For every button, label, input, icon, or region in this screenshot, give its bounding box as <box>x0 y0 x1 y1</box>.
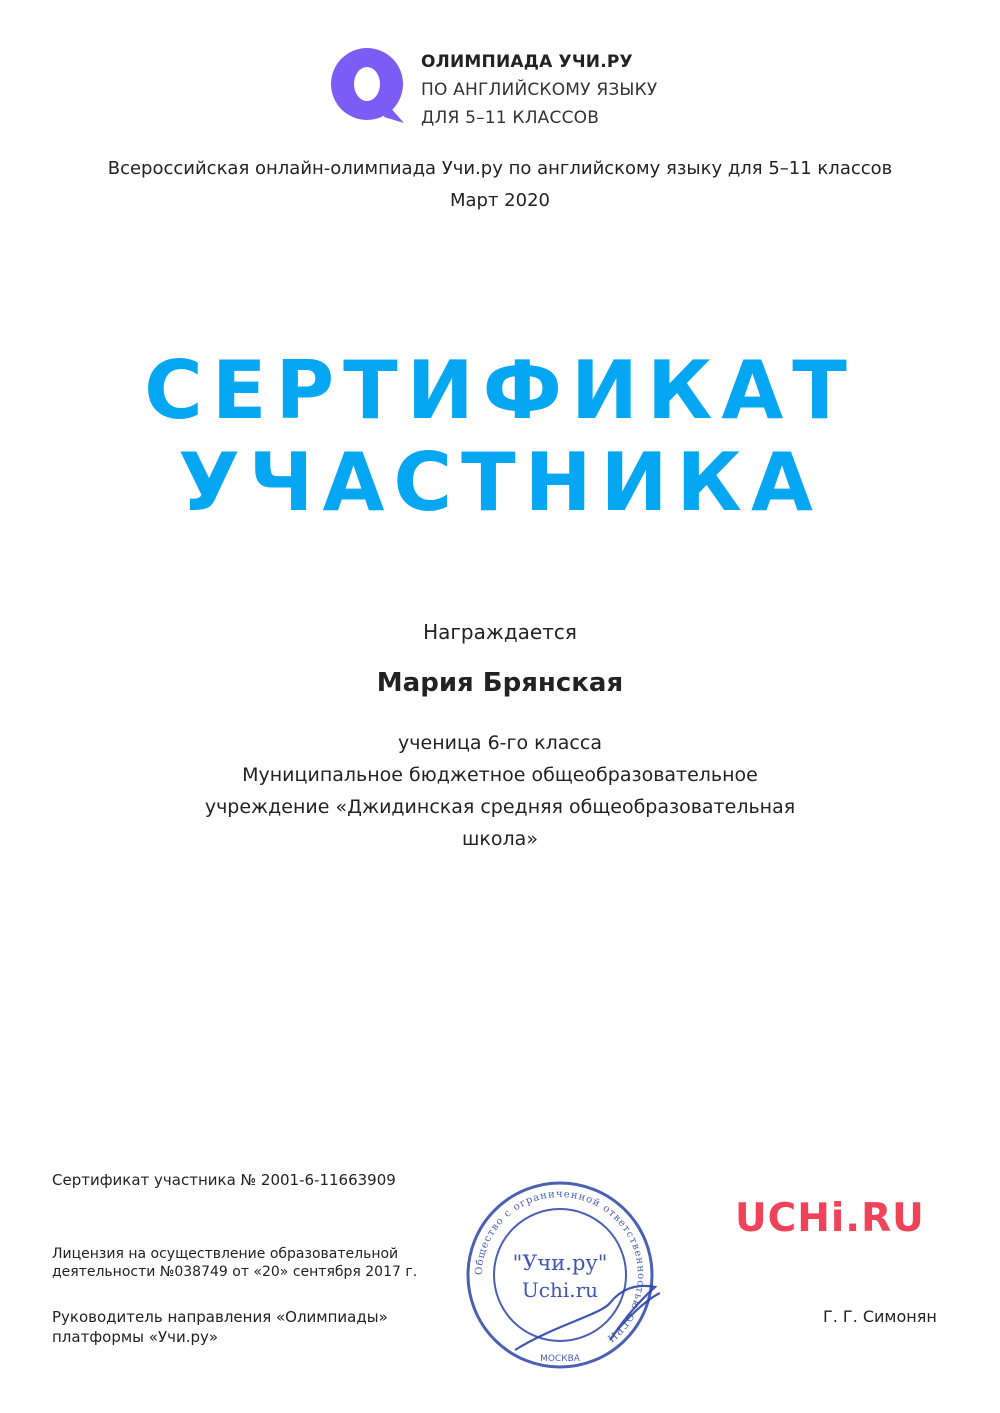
uchi-q-logo-icon <box>328 45 410 127</box>
stamp-bottom-text: МОСКВА <box>540 1354 580 1364</box>
uchi-ru-logo: UCHi.RU <box>735 1196 925 1241</box>
certificate-title-line-2: УЧАСТНИКА <box>178 436 822 529</box>
stamp-ring-text: Общество с ограниченной ответственностью ОГРН <box>473 1188 647 1345</box>
director-line-1: Руководитель направления «Олимпиады» <box>52 1308 388 1326</box>
awarded-label: Награждается <box>423 620 577 644</box>
certificate-title-line-1: СЕРТИФИКАТ <box>144 344 856 437</box>
stamp-center-line-2: Uchi.ru <box>521 1278 599 1302</box>
olympiad-subtitle <box>0 153 1000 217</box>
signer-name: Г. Г. Симонян <box>823 1307 937 1326</box>
certificate-title <box>0 345 1000 529</box>
license-line-2: деятельности №038749 от «20» сентября 2017 г. <box>52 1264 418 1280</box>
director-title <box>52 1307 388 1347</box>
olympiad-brand <box>421 48 657 132</box>
director-line-2: платформы «Учи.ру» <box>52 1328 219 1346</box>
brand-line-2: ПО АНГЛИЙСКОМУ ЯЗЫКУ <box>421 80 658 100</box>
license-line-1: Лицензия на осуществление образовательной <box>52 1246 399 1262</box>
recipient-details <box>180 727 820 855</box>
details-line-1: ученица 6-го класса <box>398 732 602 754</box>
certificate-number: Сертификат участника № 2001-6-11663909 <box>52 1171 396 1189</box>
recipient-name: Мария Брянская <box>376 668 624 698</box>
company-stamp <box>460 1175 660 1375</box>
details-line-3: учреждение «Джидинская средняя общеобразовательная <box>204 796 796 818</box>
subtitle-line-1: Всероссийская онлайн-олимпиада Учи.ру по английскому языку для 5–11 классов <box>107 158 893 179</box>
brand-line-3: ДЛЯ 5–11 КЛАССОВ <box>421 108 600 128</box>
details-line-2: Муниципальное бюджетное общеобразовательное <box>242 764 758 786</box>
brand-line-1: ОЛИМПИАДА УЧИ.РУ <box>421 52 633 72</box>
license-info <box>52 1245 417 1281</box>
subtitle-date: Март 2020 <box>449 190 550 211</box>
stamp-center-line-1: "Учи.ру" <box>512 1251 608 1275</box>
details-line-4: школа» <box>462 828 538 850</box>
